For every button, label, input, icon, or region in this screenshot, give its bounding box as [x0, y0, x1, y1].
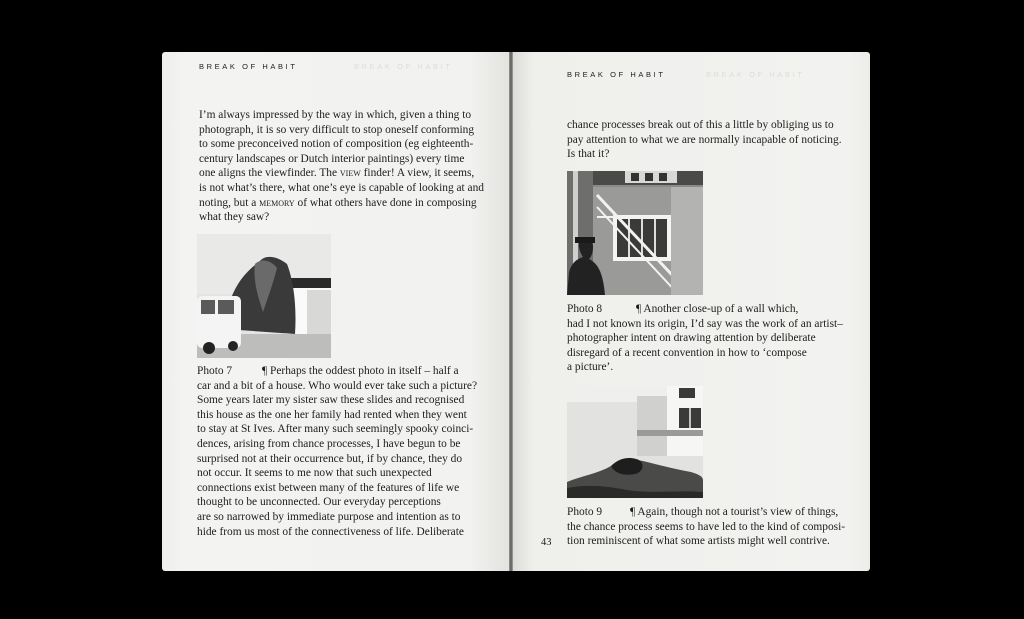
text-line: Some years later my sister saw these slides and recognised: [197, 394, 465, 407]
book-spine: [509, 52, 513, 571]
photo-8-label: Photo 8: [567, 303, 603, 315]
photo-8-image: [567, 171, 703, 295]
text-line: had I not known its origin, I’d say was the work of an artist–: [567, 317, 843, 330]
photo-9-label: Photo 9: [567, 506, 603, 518]
right-intro-paragraph: [567, 118, 842, 162]
running-header-right: BREAK OF HABIT: [567, 70, 666, 79]
view-word: view: [339, 167, 361, 180]
page-number: 43: [541, 537, 552, 548]
text-line: tion reminiscent of what some artists might well contrive.: [567, 535, 830, 548]
text-line: disregard of a recent convention in how to ‘compose: [567, 346, 807, 359]
text-line: thought to be unconnected. Our everyday perceptions: [197, 496, 441, 509]
photo-7-image: [197, 234, 331, 358]
photo-9-caption: [567, 520, 845, 549]
text-fragment: one aligns the viewfinder. The: [199, 167, 338, 180]
text-line: is not what’s there, what one’s eye is capable of looking at and: [199, 181, 485, 194]
text-line: to stay at St Ives. After many such seemingly spooky coinci-: [197, 423, 474, 436]
text-line: century landscapes or Dutch interior paintings) every time: [199, 152, 465, 165]
text-line: I’m always impressed by the way in which, given a thing to: [199, 109, 472, 121]
photo-7-label: Photo 7: [197, 365, 233, 377]
text-fragment: noting, but a: [199, 196, 257, 209]
text-line: photograph, it is so very difficult to stop oneself conforming: [199, 123, 475, 136]
text-line: surprised not at their occurrence but, if by chance, they do: [197, 452, 463, 465]
running-header-left: BREAK OF HABIT: [199, 62, 298, 71]
text-line: [199, 166, 484, 181]
text-line: the chance process seems to have led to the kind of composi-: [567, 520, 846, 533]
text-line: hide from us most of the connectiveness of life. Deliberate: [197, 525, 464, 538]
show-through-header-right: BREAK OF HABIT: [706, 70, 805, 79]
text-line: dences, arising from chance processes, I have begun to be: [197, 437, 461, 450]
text-line: to some preconceived notion of composition (eg eighteenth-: [199, 138, 474, 151]
text-line: what they saw?: [199, 211, 270, 224]
text-fragment: of what others have done in composing: [294, 196, 477, 209]
text-line: are so narrowed by immediate purpose and intention as to: [197, 510, 461, 523]
text-line: [199, 196, 484, 211]
photo-9-image: [567, 386, 703, 498]
text-fragment: finder! A view, it seems,: [360, 167, 475, 180]
text-line: not occur. It seems to me now that such unexpected: [197, 467, 432, 480]
text-line: chance processes break out of this a little by obliging us to: [567, 119, 834, 131]
text-line: a picture’.: [567, 361, 614, 374]
photo-8-caption: [567, 317, 843, 375]
text-line: this house as the one her family had rented when they went: [197, 408, 467, 421]
text-line: photographer intent on drawing attention by deliberate: [567, 332, 816, 345]
photo-7-caption-first: ¶ Perhaps the oddest photo in itself – half a: [262, 365, 459, 377]
photo-7-caption: [197, 379, 477, 540]
photo-8-caption-first: ¶ Another close-up of a wall which,: [636, 303, 799, 315]
text-line: Is that it?: [567, 148, 610, 161]
text-line: pay attention to what we are normally incapable of noticing.: [567, 133, 842, 146]
text-line: car and a bit of a house. Who would ever take such a picture?: [197, 379, 478, 392]
left-intro-paragraph: [199, 108, 484, 225]
memory-word: memory: [259, 196, 295, 209]
show-through-header-left: BREAK OF HABIT: [354, 62, 453, 71]
text-line: connections exist between many of the features of life we: [197, 481, 460, 494]
photo-9-caption-first: ¶ Again, though not a tourist’s view of things,: [630, 506, 839, 518]
